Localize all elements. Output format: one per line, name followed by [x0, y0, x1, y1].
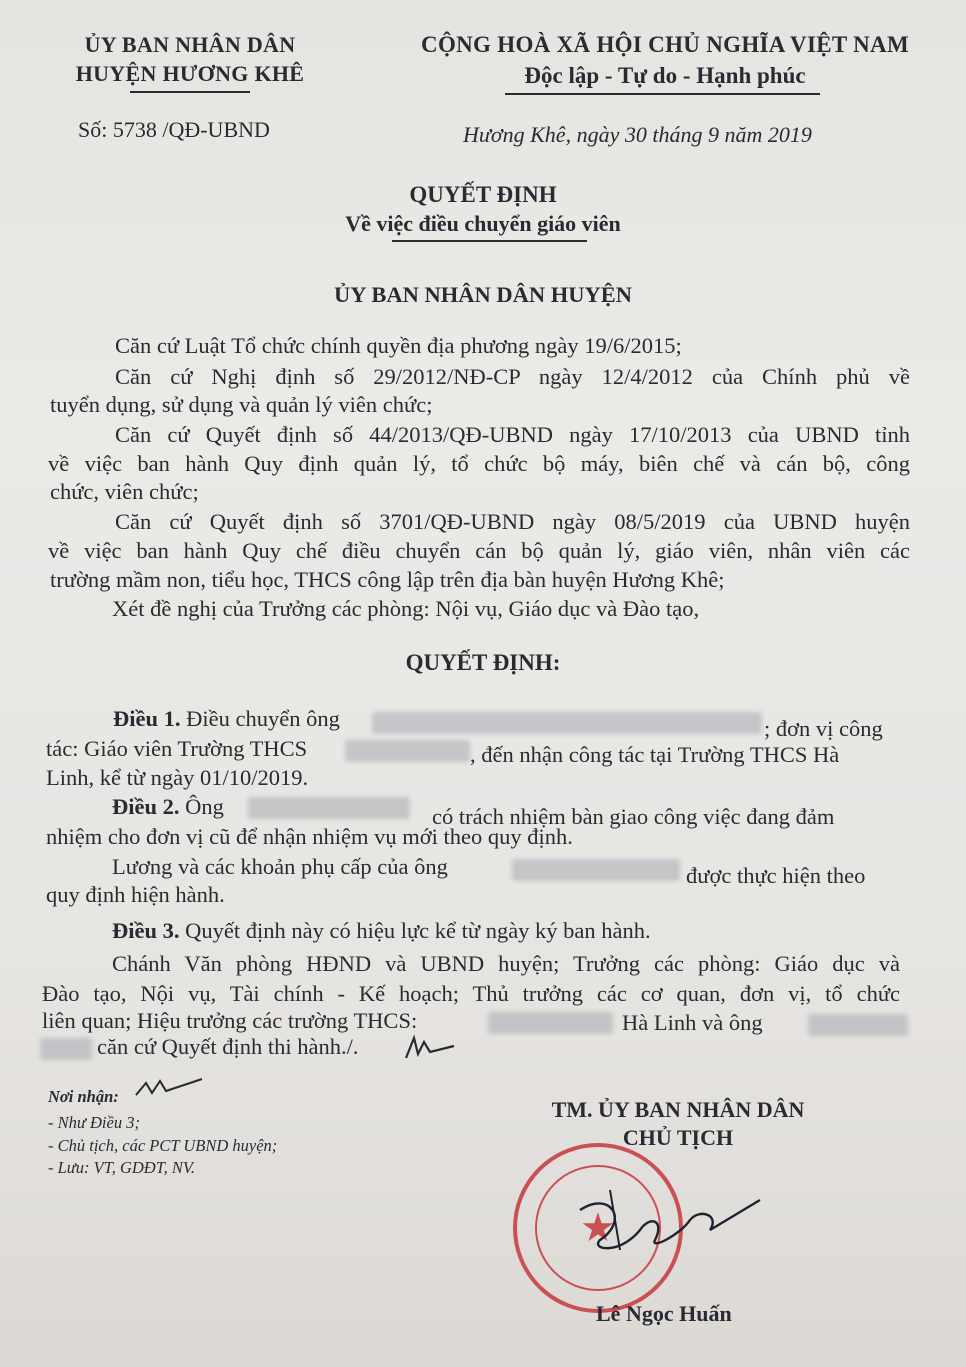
org-underline [130, 91, 250, 93]
decision-heading: QUYẾT ĐỊNH: [405, 650, 561, 675]
redacted-school [345, 740, 470, 762]
article-1-line: Điều 1. Điều chuyển ông [113, 706, 340, 731]
signature-role: CHỦ TỊCH [622, 1125, 734, 1150]
org-name-line2: HUYỆN HƯƠNG KHÊ [75, 61, 305, 86]
initials-mark [400, 1030, 460, 1065]
recipients-label: Nơi nhận: [48, 1087, 119, 1106]
document-subject: Về việc điều chuyển giáo viên [345, 211, 621, 236]
redacted-name [512, 859, 680, 881]
recipient-item: - Lưu: VT, GDĐT, NV. [48, 1158, 195, 1177]
subject-underline [392, 240, 587, 242]
document-title: QUYẾT ĐỊNH [409, 182, 557, 207]
signature-title: TM. ỦY BAN NHÂN DÂN [551, 1097, 805, 1122]
redacted-school [488, 1012, 613, 1034]
redacted-name [372, 712, 762, 734]
initials-mark [132, 1073, 212, 1103]
article-1-label: Điều 1. [113, 706, 181, 731]
article-1-line: tác: Giáo viên Trường THCS [46, 736, 308, 761]
preamble-line: Căn cứ Quyết định số 44/2013/QĐ-UBND ngày 17/10/2013 của UBND tỉnh [115, 422, 910, 447]
article-2-line: quy định hiện hành. [46, 882, 225, 907]
redacted-name [40, 1038, 92, 1060]
article-3-line: liên quan; Hiệu trưởng các trường THCS: [42, 1008, 418, 1033]
handwritten-signature [570, 1180, 770, 1270]
redacted-name [808, 1014, 908, 1036]
article-1-line: , đến nhận công tác tại Trường THCS Hà [470, 742, 840, 767]
nation-motto: Độc lập - Tự do - Hạnh phúc [524, 63, 806, 88]
org-name-line1: ỦY BAN NHÂN DÂN [84, 32, 296, 57]
preamble-line: Căn cứ Luật Tổ chức chính quyền địa phương ngày 19/6/2015; [115, 333, 682, 358]
place-date: Hương Khê, ngày 30 tháng 9 năm 2019 [463, 122, 812, 147]
article-2-line: Lương và các khoản phụ cấp của ông [112, 854, 448, 879]
preamble-line: Căn cứ Quyết định số 3701/QĐ-UBND ngày 08/5/2019 của UBND huyện [115, 509, 910, 534]
motto-underline [505, 93, 820, 95]
article-3-line: Chánh Văn phòng HĐND và UBND huyện; Trưởng các phòng: Giáo dục và [112, 951, 900, 976]
preamble-line: Xét đề nghị của Trưởng các phòng: Nội vụ, Giáo dục và Đào tạo, [112, 596, 700, 621]
recipient-item: - Như Điều 3; [48, 1113, 140, 1132]
article-1-line: Linh, kể từ ngày 01/10/2019. [46, 765, 309, 790]
preamble-line: về việc ban hành Quy chế điều chuyển cán bộ quản lý, giáo viên, nhân viên các [48, 538, 910, 563]
preamble-line: Căn cứ Nghị định số 29/2012/NĐ-CP ngày 12/4/2012 của Chính phủ về [115, 364, 910, 389]
preamble-line: tuyển dụng, sử dụng và quản lý viên chức; [50, 392, 433, 417]
issuing-authority: ỦY BAN NHÂN DÂN HUYỆN [334, 282, 632, 307]
preamble-line: chức, viên chức; [50, 479, 199, 504]
redacted-name [248, 797, 410, 819]
article-3-line: Hà Linh và ông [622, 1010, 763, 1035]
nation-name: CỘNG HOÀ XÃ HỘI CHỦ NGHĨA VIỆT NAM [421, 32, 909, 57]
article-3-line: Điều 3. Quyết định này có hiệu lực kể từ ngày ký ban hành. [112, 918, 651, 943]
document-number: Số: 5738 /QĐ-UBND [78, 117, 270, 142]
signer-name: Lê Ngọc Huấn [596, 1301, 732, 1326]
article-3-line: Đào tạo, Nội vụ, Tài chính - Kế hoạch; Thủ trưởng các cơ quan, đơn vị, tổ chức [42, 981, 900, 1006]
star-icon: ★ [580, 1205, 616, 1251]
article-1-line: ; đơn vị công [764, 716, 883, 741]
article-2-label: Điều 2. [112, 794, 180, 819]
preamble-line: về việc ban hành Quy định quản lý, tổ chức bộ máy, biên chế và cán bộ, công [48, 451, 910, 476]
article-2-line: được thực hiện theo [686, 863, 866, 888]
article-3-line: căn cứ Quyết định thi hành./. [97, 1034, 359, 1059]
recipient-item: - Chủ tịch, các PCT UBND huyện; [48, 1136, 278, 1155]
preamble-line: trường mầm non, tiểu học, THCS công lập trên địa bàn huyện Hương Khê; [50, 567, 725, 592]
article-3-label: Điều 3. [112, 918, 180, 943]
article-2-line: nhiệm cho đơn vị cũ để nhận nhiệm vụ mới theo quy định. [46, 824, 573, 849]
article-2-line: có trách nhiệm bàn giao công việc đang đảm [432, 804, 835, 829]
article-2-line: Điều 2. Ông [112, 794, 224, 819]
